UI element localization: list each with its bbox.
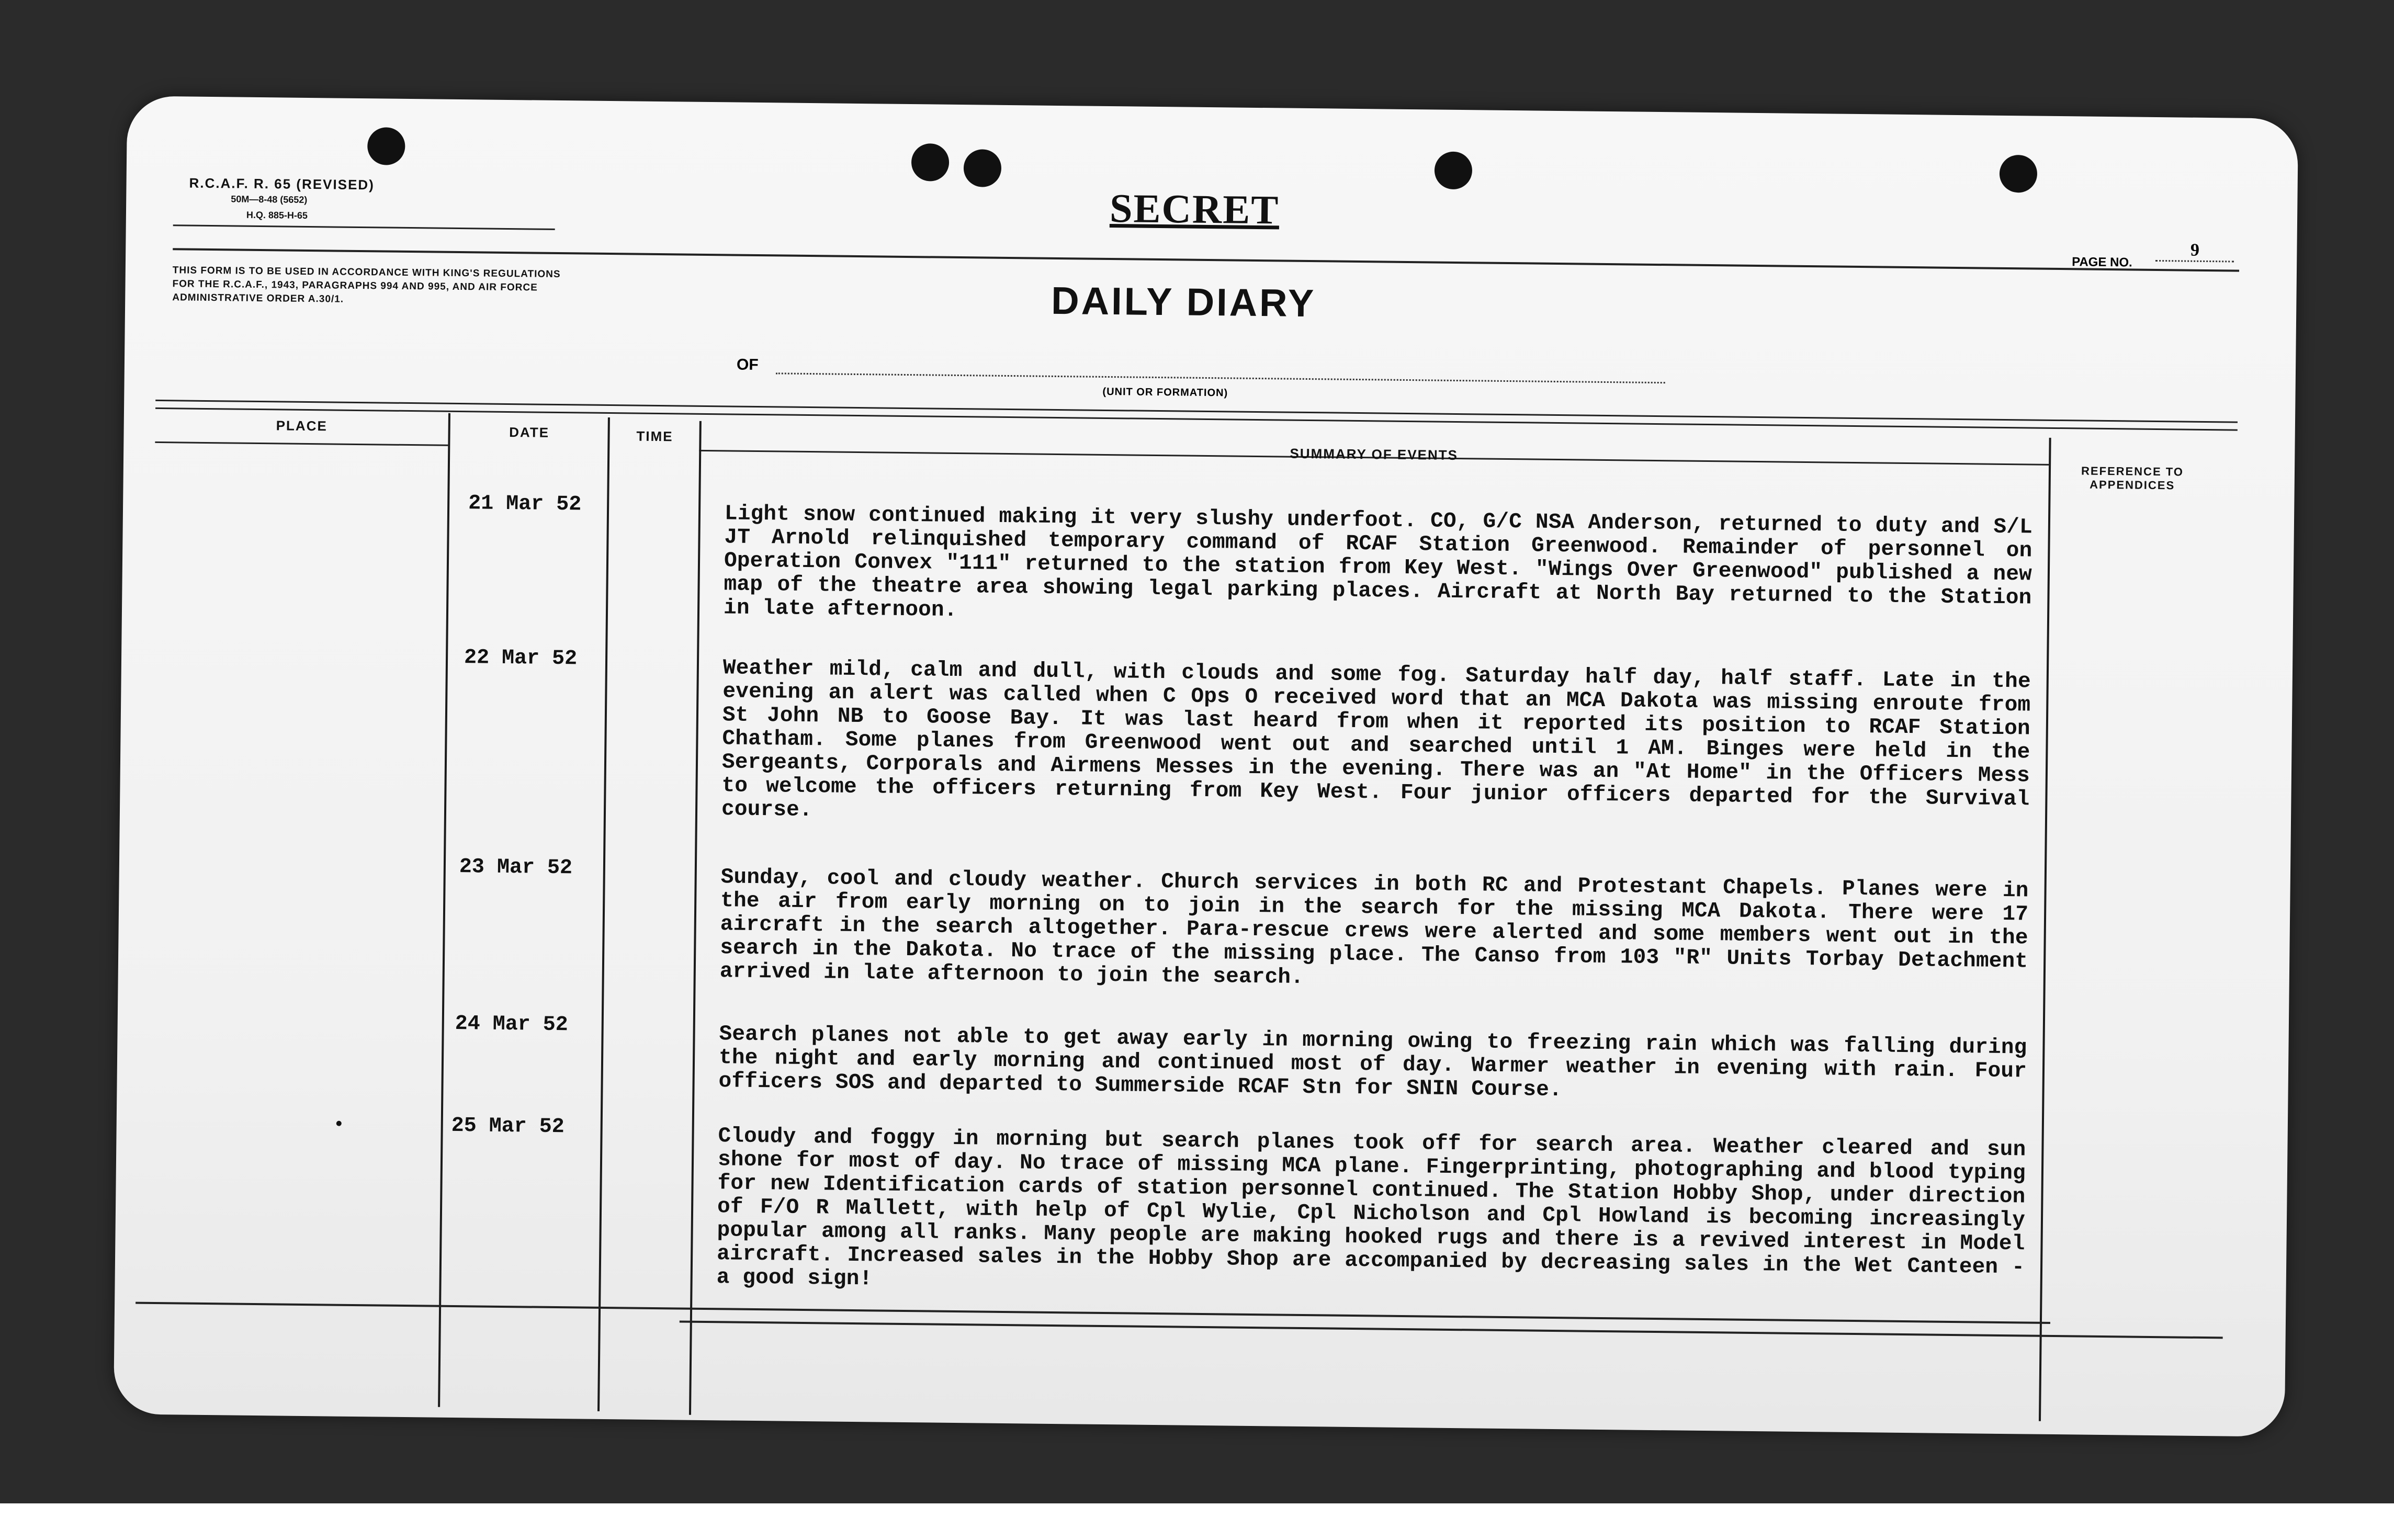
divider (135, 1302, 2050, 1324)
diary-page (114, 96, 2298, 1436)
column-header-date: DATE (509, 424, 550, 440)
of-label: OF (736, 356, 759, 374)
entry-summary: Search planes not able to get away early in morning owing to freezing rain which was falling during the night and early morning and continued most of day. Warmer weather in evening with rain. Four officers SOS and departed to Summerside RCAF Stn for SNIN Course. (718, 1022, 2027, 1103)
punch-hole-icon (911, 143, 950, 182)
entry-date: 23 Mar 52 (459, 855, 573, 880)
entry-summary: Cloudy and foggy in morning but search planes took off for search area. Weather cleared and sun shone for most of day. No trace of missing MCA plane. Fingerprinting, photographing and blood typing for new Identification cards of station personnel continued. The Station Hobby Shop, under direction of F/O R Mallett, with help of Cpl Wylie, Cpl Nicholson and Cpl Howland is becoming increasingly popular among all ranks. Many people are making hooked rugs and there is a revived interest in Model aircraft. Increased sales in the Hobby Shop are accompanied by decreasing sales in the Wet Canteen - a good sign! (716, 1124, 2026, 1292)
entry-summary: Light snow continued making it very slushy underfoot. CO, G/C NSA Anderson, returned to duty and S/L JT Arnold relinquished temporary command of RCAF Station Greenwood. Remainder of personnel on Operation Convex "111" returned to the station from Key West. "Wings Over Greenwood" published a new map of the theatre area showing legal parking places. Aircraft at North Bay returned to the Station in late afternoon. (723, 502, 2033, 623)
divider (155, 441, 448, 446)
column-header-time: TIME (636, 428, 673, 445)
entry-summary: Sunday, cool and cloudy weather. Church services in both RC and Protestant Chapels. Planes were in the air from early morning on to join in the search for the missing MCA Dakota. There were 17 aircraft in the search altogether. Para-rescue crews were alerted and some members went out in the search in the Dakota. No trace of the missing place. The Canso from 103 "R" Units Torbay Detachment arrived in late afternoon to join the search. (719, 865, 2029, 990)
entry-date: 21 Mar 52 (468, 492, 582, 517)
column-divider (597, 417, 610, 1411)
page-number: 9 (2155, 240, 2234, 263)
entry-date: 24 Mar 52 (455, 1012, 569, 1037)
entry-summary: Weather mild, calm and dull, with clouds and some fog. Saturday half day, half staff. Late in the evening an alert was called when C Ops O received word that an MCA Dakota was missing enroute from St John NB to Goose Bay. It was last heard from when it reported its position to RCAF Station Chatham. Some planes from Greenwood went out and searched until 1 AM. Binges were held in the Sergeants, Corporals and Airmens Messes in the evening. There was an "At Home" in the Officers Mess to welcome the officers returning from Key West. Four junior officers departed for the Survival course. (721, 656, 2031, 823)
form-print-code: 50M—8-48 (5652) (231, 194, 308, 205)
entry-date: 25 Mar 52 (451, 1114, 564, 1139)
entry-date: 22 Mar 52 (464, 646, 578, 671)
page-number-label: PAGE NO. (2072, 255, 2132, 270)
punch-hole-icon (367, 127, 405, 165)
column-header-place: PLACE (276, 417, 328, 434)
column-header-reference: REFERENCE TO APPENDICES (2081, 464, 2184, 492)
form-note: THIS FORM IS TO BE USED IN ACCORDANCE WITH KING'S REGULATIONS FOR THE R.C.A.F., 1943, PARAGRAPHS 994 AND 995, AND AIR FORCE ADMINISTRATIVE ORDER A.30/1. (172, 265, 561, 305)
punch-hole-icon (1435, 152, 1473, 190)
ink-speck (336, 1121, 342, 1126)
unit-caption: (UNIT OR FORMATION) (1102, 386, 1228, 399)
column-divider (438, 413, 450, 1407)
column-divider (2039, 438, 2051, 1421)
column-divider (689, 421, 702, 1415)
punch-hole-icon (964, 149, 1002, 187)
unit-field (776, 369, 1665, 383)
column-header-summary: SUMMARY OF EVENTS (1290, 445, 1459, 463)
form-id: R.C.A.F. R. 65 (REVISED) (189, 175, 375, 193)
punch-hole-icon (2000, 155, 2038, 193)
classification-heading: SECRET (1109, 185, 1280, 233)
divider (173, 224, 555, 230)
form-hq-ref: H.Q. 885-H-65 (246, 209, 308, 221)
page-title: DAILY DIARY (1051, 278, 1316, 325)
scan-border (0, 1503, 2394, 1540)
